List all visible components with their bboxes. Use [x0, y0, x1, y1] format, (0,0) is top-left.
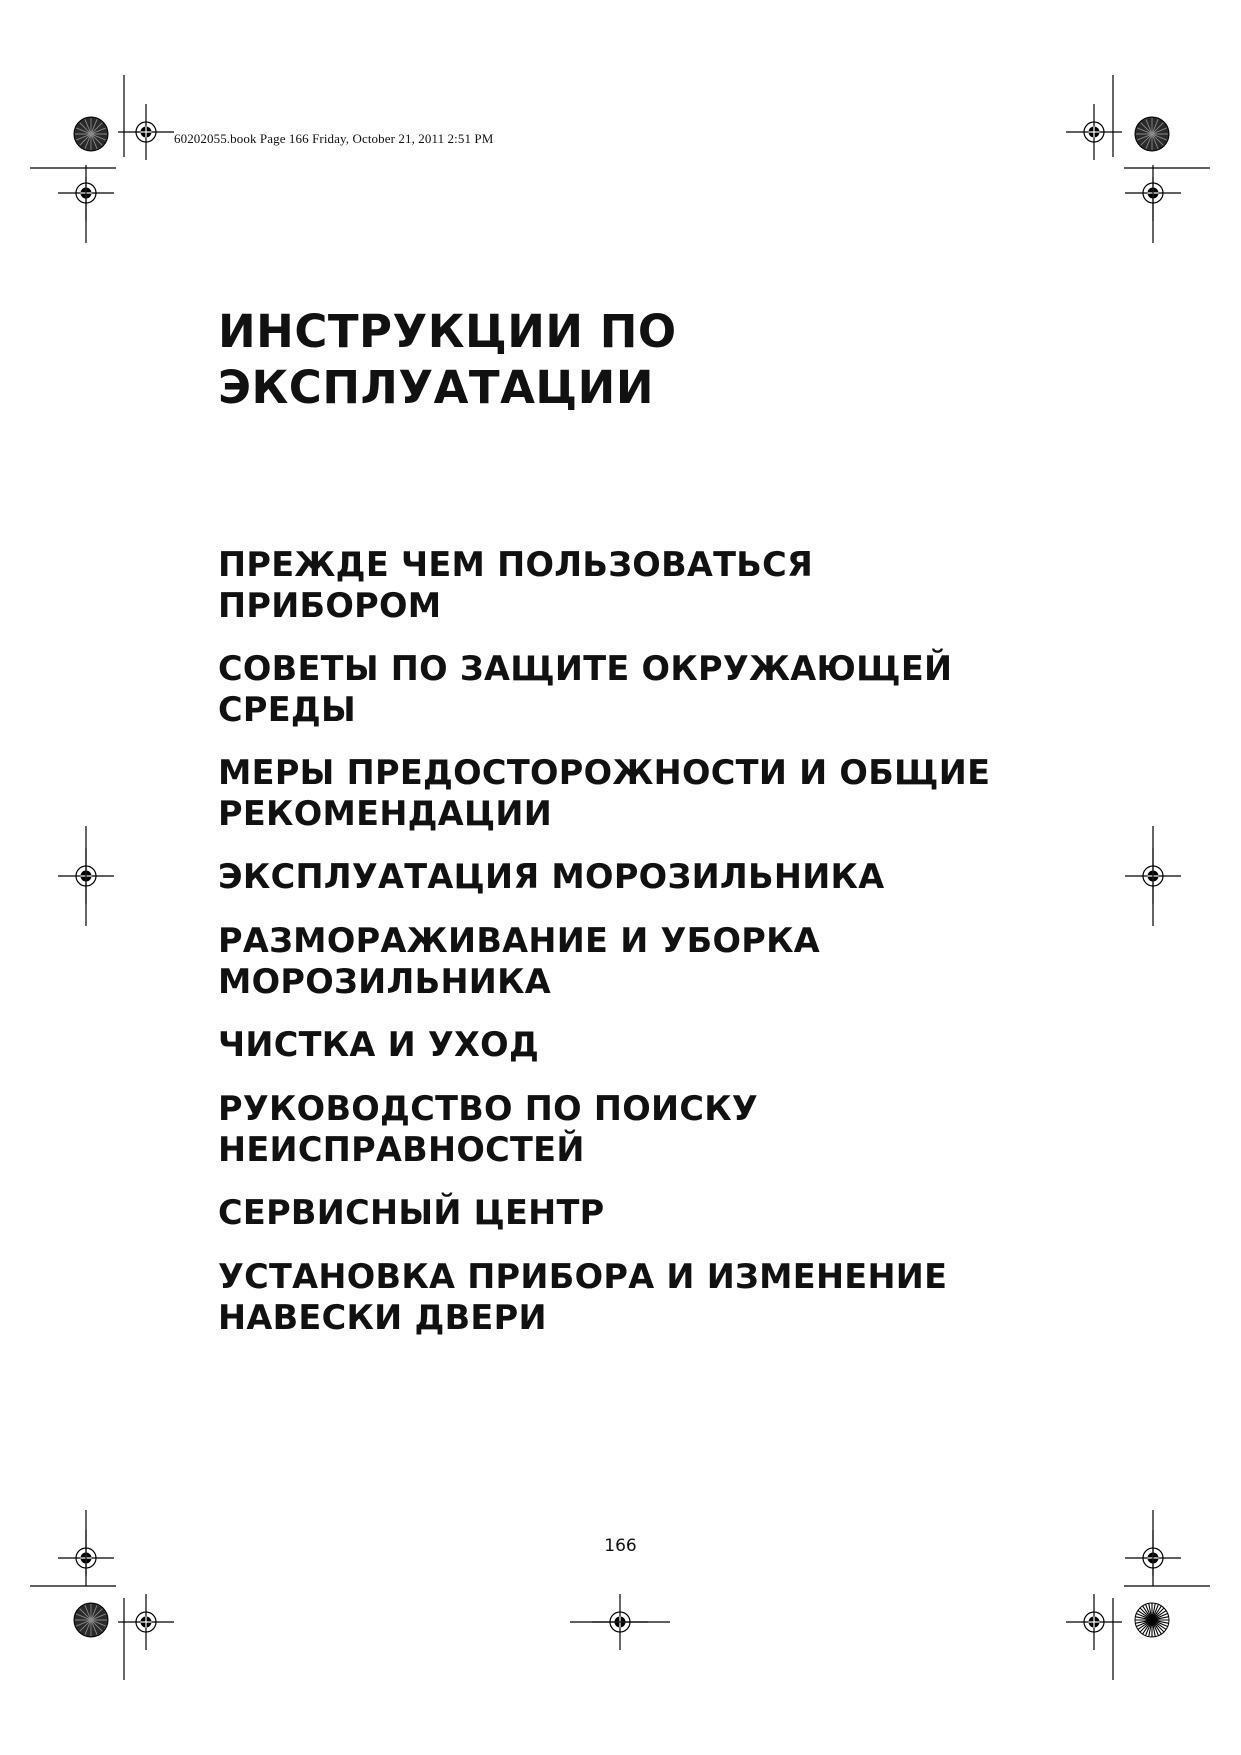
page-number: 166	[604, 1536, 637, 1556]
toc-item-installation	[218, 1256, 1118, 1338]
registration-target-icon	[118, 1594, 174, 1650]
toc-item-line: ЧИСТКА И УХОД	[218, 1025, 540, 1064]
starburst-icon	[1135, 1603, 1169, 1637]
toc-item-line: ПРИБОРОМ	[218, 586, 442, 625]
document-title-line-2: ЭКСПЛУАТАЦИИ	[218, 361, 654, 414]
document-title	[218, 304, 677, 416]
toc-item-line: НАВЕСКИ ДВЕРИ	[218, 1298, 547, 1337]
toc-item-troubleshooting	[218, 1088, 1118, 1170]
document-title-line-1: ИНСТРУКЦИИ ПО	[218, 305, 677, 358]
toc-item-line: РЕКОМЕНДАЦИИ	[218, 794, 553, 833]
toc-item-line: РАЗМОРАЖИВАНИЕ И УБОРКА	[218, 921, 820, 960]
toc-item-environment	[218, 648, 1118, 730]
toc-item-line: СРЕДЫ	[218, 690, 357, 729]
toc-item-precautions	[218, 752, 1118, 834]
toc-item-line: ПРЕЖДЕ ЧЕМ ПОЛЬЗОВАТЬСЯ	[218, 545, 814, 584]
toc-item-cleaning	[218, 1024, 1118, 1065]
starburst-icon	[74, 117, 108, 151]
toc-item-line: МОРОЗИЛЬНИКА	[218, 962, 552, 1001]
starburst-icon	[1135, 117, 1169, 151]
toc-item-line: УСТАНОВКА ПРИБОРА И ИЗМЕНЕНИЕ	[218, 1257, 948, 1296]
toc-item-service-center	[218, 1192, 1118, 1233]
book-info-header: 60202055.book Page 166 Friday, October 21, 2011 2:51 PM	[174, 131, 494, 146]
toc-item-defrosting	[218, 920, 1118, 1002]
toc-item-freezer-use	[218, 856, 1118, 897]
toc-item-before-use	[218, 544, 1118, 626]
toc-item-line: СЕРВИСНЫЙ ЦЕНТР	[218, 1193, 605, 1232]
table-of-contents	[218, 544, 1118, 1360]
registration-target-icon	[118, 104, 174, 160]
toc-item-line: ЭКСПЛУАТАЦИЯ МОРОЗИЛЬНИКА	[218, 857, 885, 896]
starburst-icon	[74, 1603, 108, 1637]
toc-item-line: НЕИСПРАВНОСТЕЙ	[218, 1130, 585, 1169]
toc-item-line: РУКОВОДСТВО ПО ПОИСКУ	[218, 1089, 759, 1128]
toc-item-line: МЕРЫ ПРЕДОСТОРОЖНОСТИ И ОБЩИЕ	[218, 753, 991, 792]
toc-item-line: СОВЕТЫ ПО ЗАЩИТЕ ОКРУЖАЮЩЕЙ	[218, 649, 953, 688]
